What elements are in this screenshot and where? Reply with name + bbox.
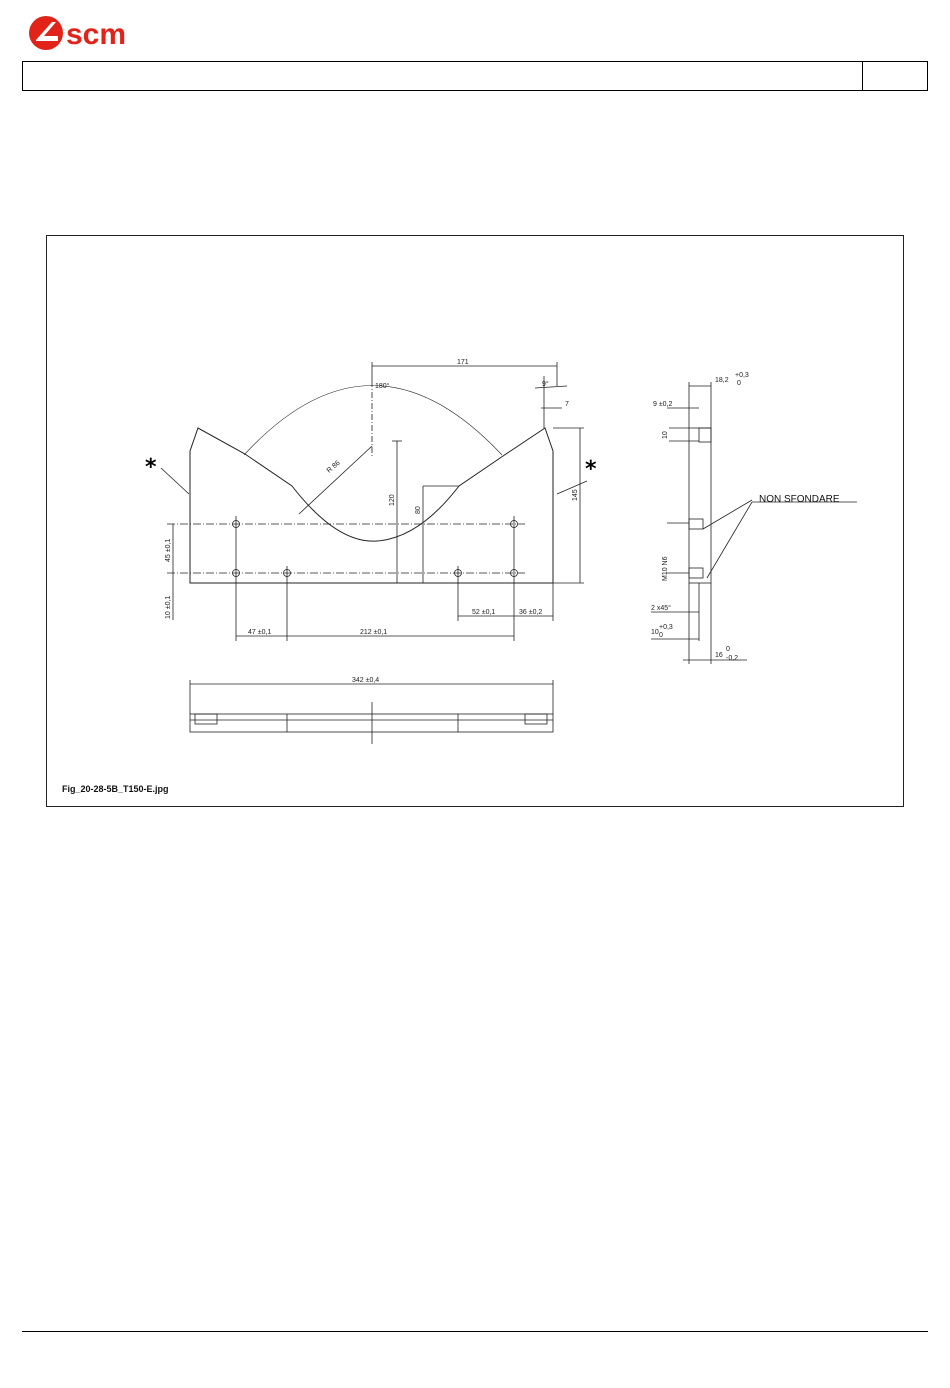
star-marker-left-icon: *: [145, 455, 157, 480]
side-top-dim: 18,2: [715, 377, 729, 384]
dim-120: 120: [389, 494, 396, 506]
side-16-tol: 0: [726, 646, 730, 653]
dim-10: 10 ±0,1: [165, 595, 172, 619]
side-m10: M10 N6: [662, 556, 669, 581]
side-10v: 10: [662, 431, 669, 439]
dim-342: 342 ±0,4: [352, 677, 380, 684]
dim-7: 7: [565, 401, 569, 408]
side-16-tol2: -0,2: [726, 655, 739, 662]
scm-logo: [26, 12, 150, 54]
angle-label: 180°: [375, 383, 390, 390]
side-top-tol: +0,3: [735, 372, 749, 379]
dim-52: 52 ±0,1: [472, 609, 496, 616]
note-non-sfondare: NON SFONDARE: [759, 494, 840, 505]
side-9: 9 ±0,2: [653, 401, 673, 408]
technical-drawing-figure: [46, 235, 904, 807]
side-16: 16: [715, 652, 723, 659]
side-10: 10: [651, 629, 659, 636]
header-cell-right: [863, 62, 927, 90]
side-10-tol: +0,3: [659, 624, 673, 631]
footer-divider: [22, 1331, 928, 1332]
dim-9: 9°: [542, 381, 549, 388]
side-10-tol0: 0: [659, 632, 663, 639]
radius-label: R 86: [325, 459, 342, 475]
side-chamfer: 2 x45°: [651, 605, 671, 612]
dim-45: 45 ±0,1: [165, 538, 172, 562]
svg-text:scm: scm: [66, 18, 127, 51]
header-cell-left: [23, 62, 863, 90]
side-top-tol0: 0: [737, 380, 741, 387]
header-bar: [22, 61, 928, 91]
drawing-svg: [47, 236, 905, 808]
dim-47: 47 ±0,1: [248, 629, 272, 636]
dim-212: 212 ±0,1: [360, 629, 388, 636]
dim-80: 80: [415, 506, 422, 514]
dim-145: 145: [572, 489, 579, 501]
dim-36: 36 ±0,2: [519, 609, 543, 616]
dim-171: 171: [457, 359, 469, 366]
figure-caption: Fig_20-28-5B_T150-E.jpg: [62, 784, 169, 794]
star-marker-right-icon: *: [585, 457, 597, 482]
